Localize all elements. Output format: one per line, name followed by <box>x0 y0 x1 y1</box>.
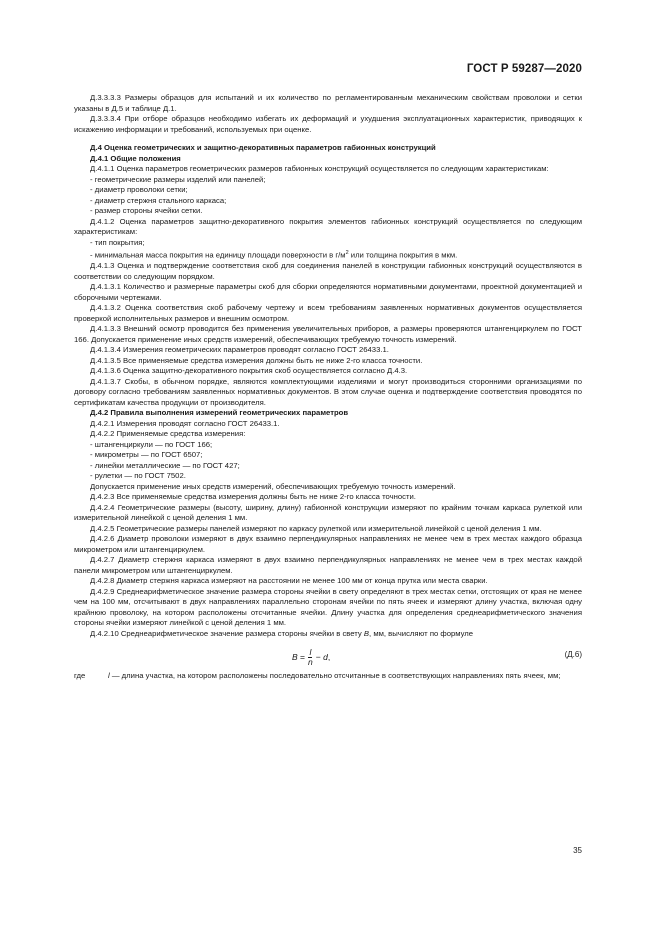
formula-explanation: где l — длина участка, на котором расположены последовательно отсчитанные в соответствующих направлениях пять ячеек, мм; <box>74 671 561 681</box>
formula <box>74 643 582 669</box>
paragraph: Д.4.2.10 Среднеарифметическое значение размера стороны ячейки в свету B, мм, вычисляют по формуле <box>90 628 474 638</box>
paragraph: Д.4.1.3.7 Скобы, в обычном порядке, являются комплектующими изделиями и могут производиться сторонними организациями по договору согласно требованиям заявленных нормативных документов. В этом случае оценка и подтверждение соответствия проводятся по сертификатам качества продукции от производителя. <box>74 376 582 407</box>
paragraph: Д.4.1.2 Оценка параметров защитно-декоративного покрытия элементов габионных конструкций осуществляется по следующим характеристикам: <box>74 216 582 236</box>
subsection-heading: Д.4.2 Правила выполнения измерений геометрических параметров <box>90 408 349 418</box>
paragraph: Д.4.2.9 Среднеарифметическое значение размера стороны ячейки в свету определяют в трех местах сетки, отстоящих от края не менее чем на 100 мм, отсчитывают в двух направлениях параллельно сторонам ячейки по пять ячеек и измеряют длину участка, включая одну крайнюю проволоку, на котором расположены отсчитанные ячейки. Длину участка для определения среднеарифметического значения стороны ячейки измеряют линейкой с ценой деления 1 мм. <box>74 586 582 628</box>
list-item: - штангенциркули — по ГОСТ 166; <box>90 439 213 449</box>
formula-expression: B = $\frac{l}{n}$ − d , <box>292 647 331 668</box>
paragraph: Д.4.2.1 Измерения проводят согласно ГОСТ 26433.1. <box>90 418 280 428</box>
paragraph: Допускается применение иных средств измерений, обеспечивающих требуемую точность измерений. <box>90 481 456 491</box>
list-item: - линейки металлические — по ГОСТ 427; <box>90 460 240 470</box>
paragraph: Д.3.3.3.3 Размеры образцов для испытаний и их количество по регламентированным механическим свойствам проволоки и сетки указаны в Д.5 и таблице Д.1. <box>74 93 582 113</box>
paragraph: Д.4.1.3.5 Все применяемые средства измерения должны быть не ниже 2-го класса точности. <box>90 355 423 365</box>
paragraph: Д.4.1.3.1 Количество и размерные параметры скоб для сборки определяются нормативными документами, проектной документацией и сборочными чертежами. <box>74 282 582 302</box>
subsection-heading: Д.4.1 Общие положения <box>90 153 181 163</box>
list-item: - диаметр проволоки сетки; <box>90 185 188 194</box>
section-heading: Д.4 Оценка геометрических и защитно-декоративных параметров габионных конструкций <box>90 143 436 152</box>
list-item: - рулетки — по ГОСТ 7502. <box>90 471 186 481</box>
paragraph: Д.4.1.3 Оценка и подтверждение соответствия скоб для соединения панелей в конструкции габионных конструкций осуществляются в соответствии со следующим порядком. <box>74 261 582 281</box>
paragraph: Д.4.2.3 Все применяемые средства измерения должны быть не ниже 2-го класса точности. <box>90 492 416 502</box>
document-header: ГОСТ Р 59287—2020 <box>466 63 582 75</box>
paragraph: Д.4.2.4 Геометрические размеры (высоту, ширину, длину) габионной конструкции измеряют по крайним точкам каркаса рулеткой или измерительной линейкой с ценой деления 1 мм. <box>74 502 582 523</box>
paragraph: Д.3.3.3.4 При отборе образцов необходимо избегать их деформаций и ухудшения эксплуатационных характеристик, приводящих к искажению информации и требований, используемых при оценке. <box>74 114 582 134</box>
paragraph: Д.4.2.2 Применяемые средства измерения: <box>90 429 246 439</box>
paragraph: Д.4.2.5 Геометрические размеры панелей измеряют по каркасу рулеткой или измерительной линейкой с ценой деления 1 мм. <box>90 523 542 533</box>
list-item: - геометрические размеры изделий или панелей; <box>90 174 266 184</box>
list-item: - размер стороны ячейки сетки. <box>90 206 203 215</box>
paragraph: Д.4.2.7 Диаметр стержня каркаса измеряют в двух взаимно перпендикулярных направлениях не менее чем в трех местах каждой панели микрометром или штангенциркулем. <box>74 555 582 575</box>
paragraph: Д.4.1.1 Оценка параметров геометрических размеров габионных конструкций осуществляется по следующим характеристикам: <box>90 164 549 173</box>
paragraph: Д.4.1.3.6 Оценка защитно-декоративного покрытия скоб осуществляется согласно Д.4.3. <box>90 366 408 376</box>
paragraph: Д.4.1.3.2 Оценка соответствия скоб рабочему чертежу и всем требованиям заявленных нормативных документов осуществляется проверкой исполнительных размеров и внешним осмотром. <box>74 303 582 323</box>
list-item: - диаметр стержня стального каркаса; <box>90 195 227 205</box>
paragraph: Д.4.2.6 Диаметр проволоки измеряют в двух взаимно перпендикулярных направлениях не менее чем в трех местах каждого образца микрометром или штангенциркулем. <box>74 534 582 554</box>
list-item: - минимальная масса покрытия на единицу площади поверхности в $г/м^2$ или толщина покрытия в мкм. <box>90 250 458 260</box>
paragraph: Д.4.2.8 Диаметр стержня каркаса измеряют на расстоянии не менее 100 мм от конца прутка или места сварки. <box>90 576 488 586</box>
page-number: 35 <box>573 846 582 855</box>
list-item: - тип покрытия; <box>90 237 145 247</box>
list-item: - микрометры — по ГОСТ 6507; <box>90 450 203 460</box>
paragraph: Д.4.1.3.3 Внешний осмотр проводится без применения увеличительных приборов, а размеры проверяются штангенциркулем по ГОСТ 166. Допускается применение иных средств измерений, обеспечивающих требуемую точность измерений. <box>74 324 582 344</box>
formula-number: (Д.6) <box>564 650 582 660</box>
document-body <box>74 93 582 682</box>
paragraph: Д.4.1.3.4 Измерения геометрических параметров проводят согласно ГОСТ 26433.1. <box>90 345 389 355</box>
